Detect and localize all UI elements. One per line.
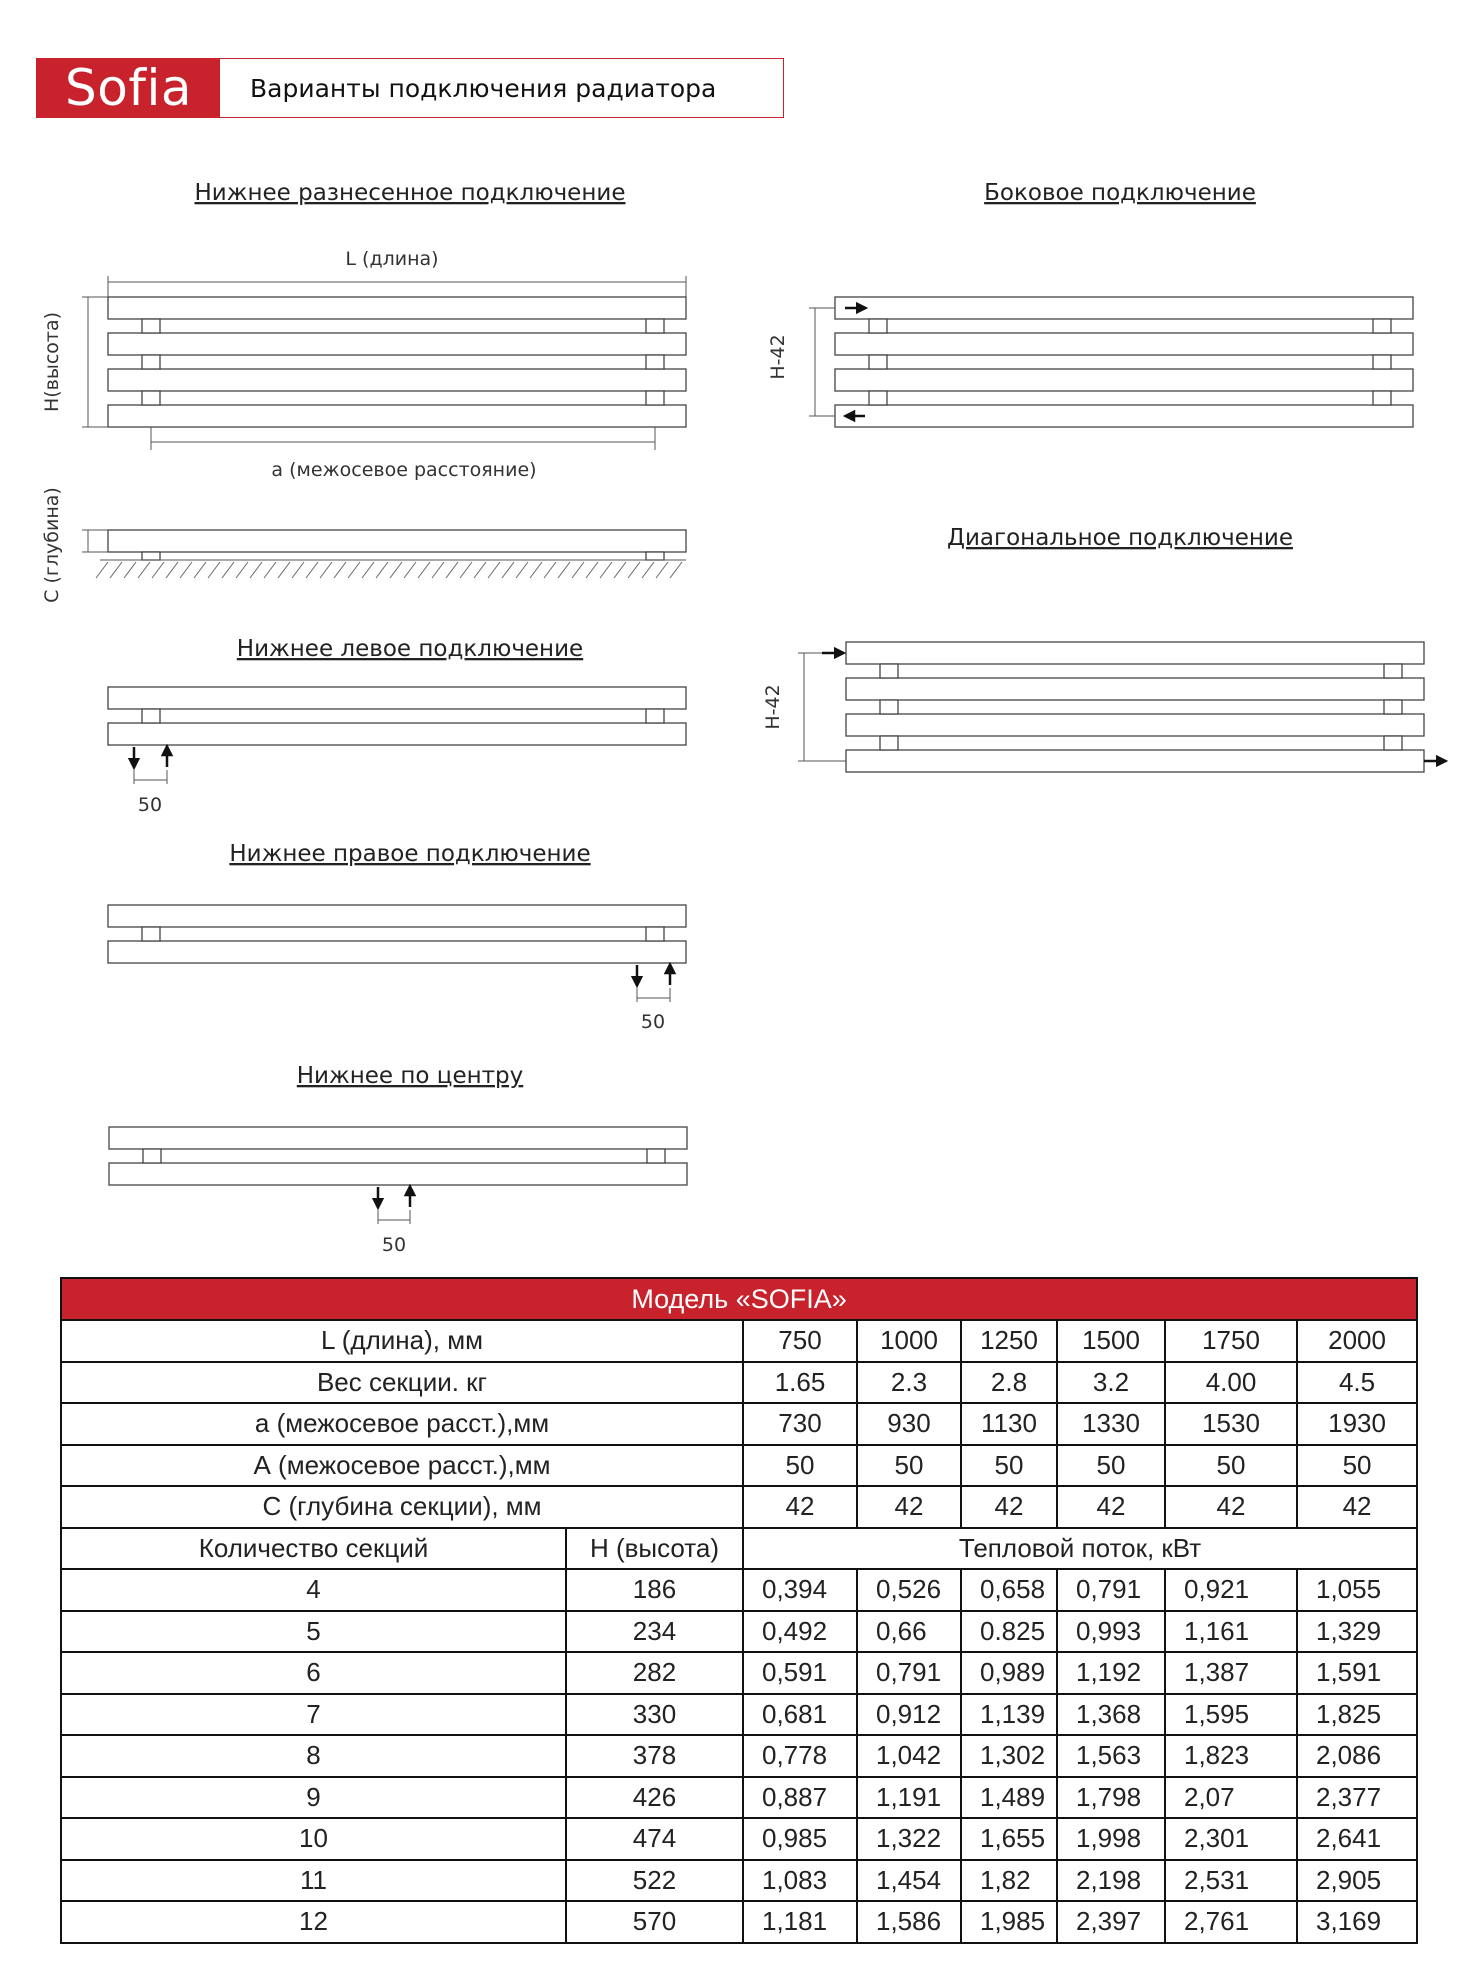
flow-cell: 1,139 (961, 1694, 1057, 1736)
bottom-split-title: Нижнее разнесенное подключение (194, 180, 626, 206)
diagonal-radiator (846, 642, 1424, 772)
flow-cell: 1,322 (857, 1818, 961, 1860)
flow-cell: 1,586 (857, 1901, 961, 1943)
flow-cell: 2,377 (1297, 1777, 1417, 1819)
diagonal-dimension (798, 653, 846, 761)
hatch-line (600, 562, 612, 578)
hatch-line (334, 562, 346, 578)
hatch-line (516, 562, 528, 578)
diagonal-height-label: H-42 (762, 684, 784, 730)
bottom-right-spacing-label: 50 (640, 1011, 666, 1033)
height-cell: 522 (566, 1860, 743, 1902)
bottom-center-title: Нижнее по центру (296, 1063, 524, 1089)
flow-cell: 0,989 (961, 1652, 1057, 1694)
hatch-line (656, 562, 668, 578)
spec-value: 1250 (961, 1320, 1057, 1362)
spec-value: 42 (857, 1486, 961, 1528)
spec-row (61, 1445, 1417, 1487)
flow-cell: 2,641 (1297, 1818, 1417, 1860)
spec-value: 50 (1165, 1445, 1297, 1487)
flow-cell: 2,397 (1057, 1901, 1165, 1943)
table-row (61, 1569, 1417, 1611)
spec-label: А (межосевое расст.),мм (61, 1445, 743, 1487)
axis-distance-label: а (межосевое расстояние) (271, 459, 537, 481)
bottom-right-arrows (637, 965, 670, 985)
hatch-line (278, 562, 290, 578)
sections-cell: 5 (61, 1611, 566, 1653)
flow-cell: 2,07 (1165, 1777, 1297, 1819)
bottom-center-spacing (378, 1210, 410, 1224)
hatch-line (502, 562, 514, 578)
hatch-line (110, 562, 122, 578)
hatch-line (432, 562, 444, 578)
spec-value: 1.65 (743, 1362, 857, 1404)
flow-cell: 2,198 (1057, 1860, 1165, 1902)
hatch-line (180, 562, 192, 578)
flow-cell: 0,921 (1165, 1569, 1297, 1611)
spec-value: 50 (1057, 1445, 1165, 1487)
hatch-line (558, 562, 570, 578)
table-row (61, 1735, 1417, 1777)
model-title: Модель «SOFIA» (61, 1278, 1417, 1320)
page-title: Варианты подключения радиатора (250, 73, 717, 103)
hatch-line (530, 562, 542, 578)
height-header: H (высота) (566, 1528, 743, 1570)
bottom-split-radiator (108, 297, 686, 427)
flow-cell: 1,191 (857, 1777, 961, 1819)
hatch-line (124, 562, 136, 578)
hatch-line (236, 562, 248, 578)
depth-label: С (глубина) (41, 487, 63, 603)
height-cell: 282 (566, 1652, 743, 1694)
bottom-right-spacing (637, 988, 670, 1002)
height-label: H(высота) (41, 311, 63, 413)
hatch-line (362, 562, 374, 578)
flow-cell: 1,042 (857, 1735, 961, 1777)
spec-value: 42 (961, 1486, 1057, 1528)
brand-logo: Sofia (37, 59, 220, 117)
flow-cell: 2,301 (1165, 1818, 1297, 1860)
flow-cell: 2,761 (1165, 1901, 1297, 1943)
table-row (61, 1652, 1417, 1694)
flow-cell: 1,454 (857, 1860, 961, 1902)
height-cell: 234 (566, 1611, 743, 1653)
sections-cell: 9 (61, 1777, 566, 1819)
spec-value: 4.5 (1297, 1362, 1417, 1404)
spec-row (61, 1486, 1417, 1528)
spec-value: 50 (743, 1445, 857, 1487)
hatch-line (614, 562, 626, 578)
hatch-line (418, 562, 430, 578)
sections-header: Количество секций (61, 1528, 566, 1570)
table-row (61, 1860, 1417, 1902)
height-cell: 570 (566, 1901, 743, 1943)
flow-cell: 1,302 (961, 1735, 1057, 1777)
flow-cell: 1,798 (1057, 1777, 1165, 1819)
hatch-lines (96, 562, 682, 578)
spec-value: 750 (743, 1320, 857, 1362)
spec-value: 2000 (1297, 1320, 1417, 1362)
flow-cell: 1,985 (961, 1901, 1057, 1943)
spec-value: 42 (1165, 1486, 1297, 1528)
hatch-line (544, 562, 556, 578)
flow-cell: 0,526 (857, 1569, 961, 1611)
hatch-line (222, 562, 234, 578)
hatch-line (474, 562, 486, 578)
flow-header-row (61, 1528, 1417, 1570)
hatch-line (404, 562, 416, 578)
spec-value: 1000 (857, 1320, 961, 1362)
diagonal-title: Диагональное подключение (947, 525, 1293, 551)
side-radiator (835, 297, 1413, 427)
spec-value: 50 (857, 1445, 961, 1487)
spec-value: 42 (1057, 1486, 1165, 1528)
bottom-right-title: Нижнее правое подключение (229, 841, 591, 867)
flow-cell: 1,181 (743, 1901, 857, 1943)
hatch-line (320, 562, 332, 578)
flow-cell: 2,531 (1165, 1860, 1297, 1902)
hatch-line (152, 562, 164, 578)
sections-cell: 6 (61, 1652, 566, 1694)
flow-cell: 0,591 (743, 1652, 857, 1694)
hatch-line (348, 562, 360, 578)
diagonal-arrows (822, 653, 1442, 761)
flow-cell: 1,083 (743, 1860, 857, 1902)
spec-value: 50 (1297, 1445, 1417, 1487)
sections-cell: 8 (61, 1735, 566, 1777)
flow-cell: 0,778 (743, 1735, 857, 1777)
sections-cell: 10 (61, 1818, 566, 1860)
flow-cell: 0,887 (743, 1777, 857, 1819)
spec-row (61, 1403, 1417, 1445)
hatch-line (446, 562, 458, 578)
hatch-line (250, 562, 262, 578)
spec-value: 42 (1297, 1486, 1417, 1528)
flow-cell: 0,66 (857, 1611, 961, 1653)
spec-table-body (61, 1278, 1417, 1943)
flow-cell: 1,055 (1297, 1569, 1417, 1611)
depth-view (108, 530, 686, 560)
hatch-line (670, 562, 682, 578)
height-cell: 186 (566, 1569, 743, 1611)
table-title-row (61, 1278, 1417, 1320)
spec-value: 1500 (1057, 1320, 1165, 1362)
flow-cell: 1,489 (961, 1777, 1057, 1819)
flow-cell: 0,791 (1057, 1569, 1165, 1611)
hatch-line (292, 562, 304, 578)
flow-cell: 1,655 (961, 1818, 1057, 1860)
hatch-line (390, 562, 402, 578)
spec-label: С (глубина секции), мм (61, 1486, 743, 1528)
flow-cell: 1,161 (1165, 1611, 1297, 1653)
flow-cell: 1,329 (1297, 1611, 1417, 1653)
flow-cell: 0,658 (961, 1569, 1057, 1611)
bottom-center-arrows (378, 1187, 410, 1207)
table-row (61, 1818, 1417, 1860)
spec-value: 4.00 (1165, 1362, 1297, 1404)
spec-table (60, 1277, 1418, 1944)
flow-cell: 0.825 (961, 1611, 1057, 1653)
hatch-line (306, 562, 318, 578)
flow-cell: 0,394 (743, 1569, 857, 1611)
bottom-center-radiator (109, 1127, 687, 1185)
spec-label: L (длина), мм (61, 1320, 743, 1362)
hatch-line (488, 562, 500, 578)
hatch-line (642, 562, 654, 578)
spec-value: 730 (743, 1403, 857, 1445)
length-label: L (длина) (345, 248, 439, 270)
hatch-line (96, 562, 108, 578)
spec-value: 2.3 (857, 1362, 961, 1404)
flow-cell: 0,912 (857, 1694, 961, 1736)
bottom-left-spacing-label: 50 (137, 794, 163, 816)
spec-value: 1930 (1297, 1403, 1417, 1445)
bottom-left-arrows (134, 747, 167, 767)
flow-cell: 1,998 (1057, 1818, 1165, 1860)
spec-value: 1130 (961, 1403, 1057, 1445)
hatch-line (376, 562, 388, 578)
flow-cell: 0,492 (743, 1611, 857, 1653)
flow-cell: 0,993 (1057, 1611, 1165, 1653)
flow-cell: 1,823 (1165, 1735, 1297, 1777)
flow-cell: 1,192 (1057, 1652, 1165, 1694)
spec-value: 2.8 (961, 1362, 1057, 1404)
bottom-left-title: Нижнее левое подключение (236, 636, 584, 662)
flow-cell: 1,368 (1057, 1694, 1165, 1736)
flow-cell: 1,591 (1297, 1652, 1417, 1694)
flow-cell: 3,169 (1297, 1901, 1417, 1943)
sections-cell: 12 (61, 1901, 566, 1943)
flow-cell: 1,595 (1165, 1694, 1297, 1736)
flow-cell: 2,905 (1297, 1860, 1417, 1902)
bottom-right-radiator (108, 905, 686, 963)
hatch-line (264, 562, 276, 578)
flow-cell: 1,825 (1297, 1694, 1417, 1736)
spec-value: 930 (857, 1403, 961, 1445)
flow-cell: 1,563 (1057, 1735, 1165, 1777)
spec-value: 1330 (1057, 1403, 1165, 1445)
table-row (61, 1611, 1417, 1653)
sections-cell: 4 (61, 1569, 566, 1611)
height-cell: 330 (566, 1694, 743, 1736)
flow-cell: 0,985 (743, 1818, 857, 1860)
spec-value: 42 (743, 1486, 857, 1528)
bottom-center-spacing-label: 50 (381, 1234, 407, 1256)
side-height-label: H-42 (767, 334, 789, 380)
hatch-line (572, 562, 584, 578)
hatch-line (138, 562, 150, 578)
bottom-left-radiator (108, 687, 686, 745)
hatch-line (166, 562, 178, 578)
flow-cell: 0,681 (743, 1694, 857, 1736)
spec-value: 1750 (1165, 1320, 1297, 1362)
spec-value: 50 (961, 1445, 1057, 1487)
side-title: Боковое подключение (984, 180, 1256, 206)
hatch-line (194, 562, 206, 578)
hatch-line (586, 562, 598, 578)
sections-cell: 11 (61, 1860, 566, 1902)
height-cell: 474 (566, 1818, 743, 1860)
bottom-left-spacing (134, 770, 167, 784)
height-cell: 426 (566, 1777, 743, 1819)
spec-row (61, 1362, 1417, 1404)
spec-value: 1530 (1165, 1403, 1297, 1445)
side-dimension (809, 308, 835, 416)
table-row (61, 1694, 1417, 1736)
flow-cell: 1,82 (961, 1860, 1057, 1902)
flow-cell: 0,791 (857, 1652, 961, 1694)
hatch-line (628, 562, 640, 578)
hatch-line (460, 562, 472, 578)
side-arrows (845, 308, 865, 416)
height-cell: 378 (566, 1735, 743, 1777)
table-row (61, 1777, 1417, 1819)
sections-cell: 7 (61, 1694, 566, 1736)
flow-cell: 2,086 (1297, 1735, 1417, 1777)
table-row (61, 1901, 1417, 1943)
flow-cell: 1,387 (1165, 1652, 1297, 1694)
flow-header: Тепловой поток, кВт (743, 1528, 1417, 1570)
spec-value: 3.2 (1057, 1362, 1165, 1404)
spec-label: а (межосевое расст.),мм (61, 1403, 743, 1445)
hatch-line (208, 562, 220, 578)
spec-row (61, 1320, 1417, 1362)
spec-label: Вес секции. кг (61, 1362, 743, 1404)
